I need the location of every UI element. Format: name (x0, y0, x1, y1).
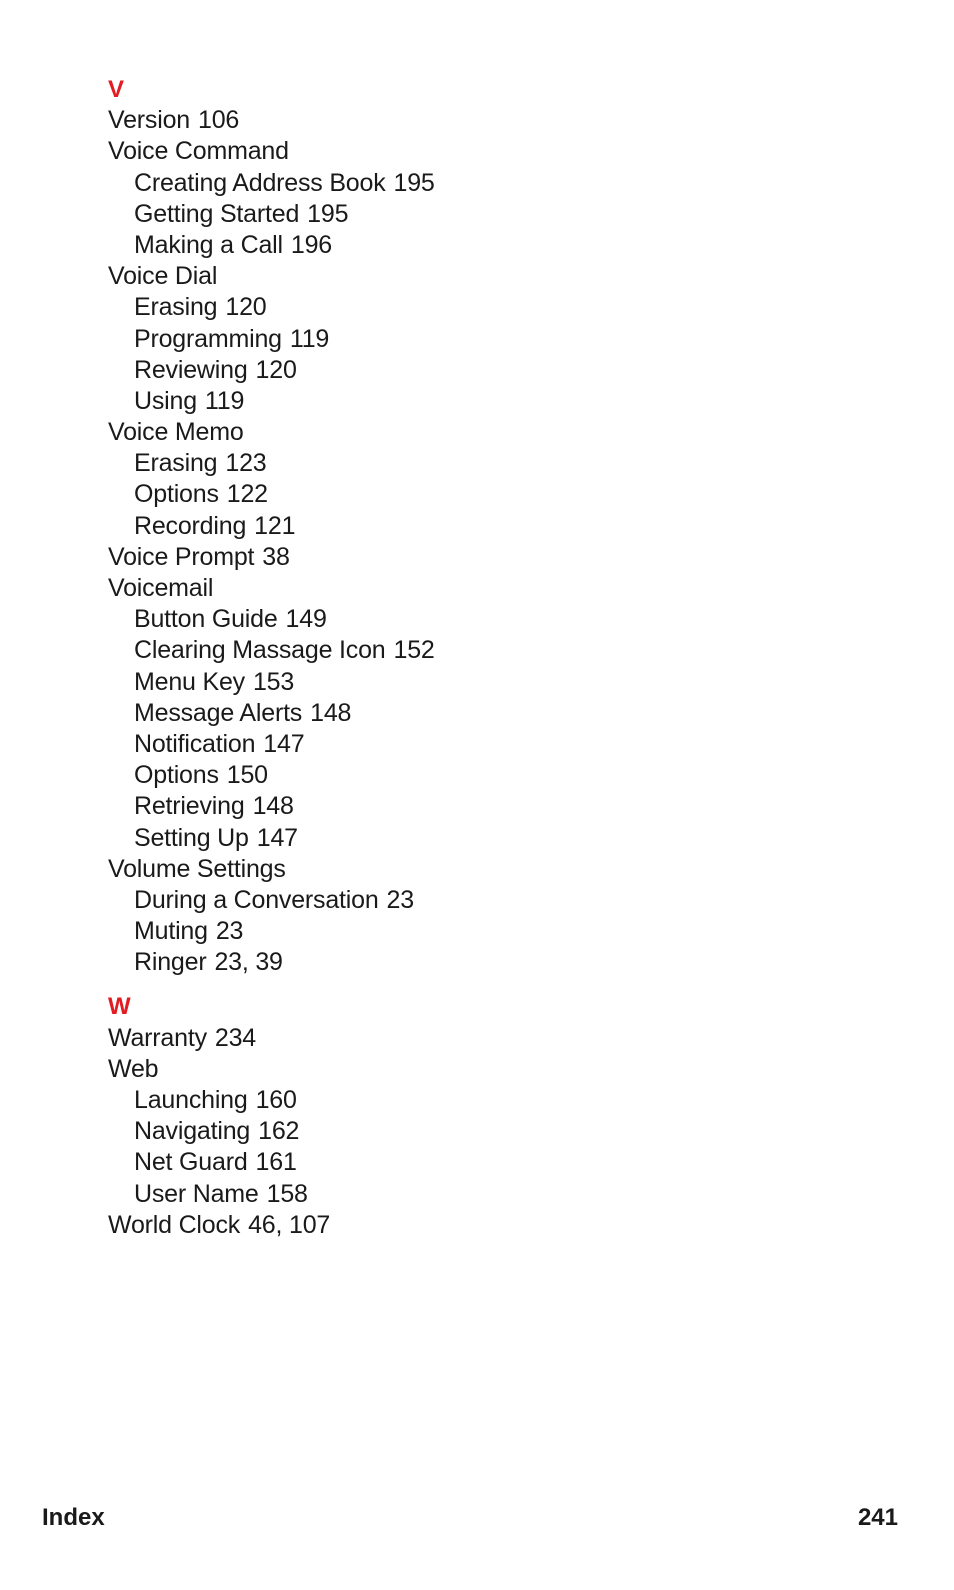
index-page-ref: 123 (225, 449, 267, 478)
index-subentry (108, 667, 908, 698)
index-subentry (108, 386, 908, 417)
index-term: Warranty (108, 1023, 207, 1052)
index-subentries (108, 604, 908, 854)
index-entry (108, 136, 908, 167)
index-page-ref: 161 (255, 1148, 297, 1177)
index-term: Voice Command (108, 137, 289, 166)
index-term: Notification (134, 729, 256, 758)
index-page-ref: 160 (255, 1086, 297, 1114)
index-section-w (108, 991, 908, 1241)
index-term: Voice Prompt (108, 542, 255, 571)
index-term: Launching (134, 1086, 248, 1114)
index-page-ref: 162 (258, 1117, 300, 1146)
index-subentry (108, 448, 908, 479)
index-term: Setting Up (134, 823, 249, 852)
index-subentry (108, 324, 908, 355)
index-page-ref: 152 (393, 636, 435, 665)
index-term: Menu Key (134, 667, 245, 696)
index-entry (108, 1023, 908, 1054)
page-footer (42, 1504, 898, 1536)
index-subentry (108, 947, 908, 978)
index-subentry (108, 885, 908, 916)
index-term: Net Guard (134, 1148, 248, 1177)
index-page-ref: 23, 39 (214, 948, 283, 977)
index-subentry (108, 230, 908, 261)
index-page-ref: 120 (225, 293, 267, 322)
index-entry (108, 542, 908, 573)
index-page-ref: 106 (198, 106, 240, 135)
index-page-ref: 23 (215, 917, 244, 946)
index-term: Ringer (134, 948, 207, 977)
footer-page-number: 241 (857, 1504, 898, 1531)
index-page-ref: 120 (255, 355, 297, 384)
index-term: Options (134, 480, 219, 509)
index-subentry (108, 1179, 908, 1210)
index-term: Version (108, 106, 190, 135)
index-subentry (108, 292, 908, 323)
index-section-v (108, 74, 908, 978)
index-term: Using (134, 386, 197, 415)
index-page-ref: 46, 107 (248, 1210, 331, 1239)
index-subentry (108, 511, 908, 542)
index-page-ref: 158 (266, 1179, 308, 1208)
index-page-ref: 196 (290, 230, 332, 259)
index-page-ref: 23 (386, 885, 414, 914)
index-subentry (108, 916, 908, 947)
index-subentries (108, 885, 908, 979)
index-term: Volume Settings (108, 854, 286, 883)
index-term: Message Alerts (134, 698, 303, 727)
section-letter: V (108, 76, 125, 103)
index-term: User Name (134, 1179, 259, 1208)
index-term: Web (108, 1054, 159, 1083)
index-subentry (108, 698, 908, 729)
index-term: World Clock (108, 1210, 241, 1239)
index-term: Voicemail (108, 574, 214, 602)
index-entry (108, 573, 908, 604)
index-entry (108, 105, 908, 136)
index-subentry (108, 1116, 908, 1147)
index-term: Clearing Massage Icon (134, 636, 386, 665)
index-page-ref: 121 (254, 511, 296, 540)
index-entry (108, 1054, 908, 1085)
index-page-ref: 153 (252, 667, 295, 696)
index-subentry (108, 635, 908, 666)
index-page-ref: 195 (393, 168, 435, 197)
index-subentries (108, 1085, 908, 1210)
index-term: Making a Call (134, 230, 283, 259)
index-subentry (108, 760, 908, 791)
index-subentry (108, 604, 908, 635)
index-subentry (108, 168, 908, 199)
section-letter: W (108, 993, 131, 1021)
index-subentry (108, 199, 908, 230)
index-list (108, 74, 908, 1241)
index-page-ref: 119 (204, 386, 245, 415)
index-term: Creating Address Book (134, 168, 386, 197)
index-subentry (108, 1147, 908, 1178)
index-term: Erasing (134, 293, 218, 322)
index-term: Navigating (134, 1117, 251, 1146)
index-page-ref: 234 (214, 1023, 257, 1052)
index-entry (108, 261, 908, 292)
index-subentries (108, 448, 908, 542)
index-subentry (108, 355, 908, 386)
index-term: Voice Dial (108, 262, 218, 291)
index-term: Muting (134, 917, 208, 946)
index-subentry (108, 791, 908, 822)
index-term: During a Conversation (134, 885, 379, 914)
index-page-ref: 149 (285, 605, 327, 634)
footer-section-title: Index (42, 1504, 105, 1531)
index-term: Getting Started (134, 199, 300, 228)
index-term: Voice Memo (108, 418, 244, 447)
index-page-ref: 148 (310, 698, 352, 727)
index-subentry (108, 729, 908, 760)
index-subentries (108, 168, 908, 262)
index-term: Reviewing (134, 355, 248, 384)
index-term: Button Guide (134, 605, 278, 634)
index-page-ref: 119 (289, 324, 330, 353)
index-page-ref: 122 (226, 480, 268, 509)
index-page-ref: 195 (307, 199, 349, 228)
index-entry (108, 1210, 908, 1241)
index-entry (108, 417, 908, 448)
index-term: Recording (134, 511, 247, 540)
index-term: Retrieving (134, 792, 245, 821)
index-term: Programming (134, 324, 282, 353)
index-page-ref: 148 (252, 792, 294, 821)
index-page-ref: 147 (263, 729, 305, 758)
index-subentries (108, 292, 908, 417)
index-subentry (108, 1085, 908, 1116)
index-entry (108, 854, 908, 885)
index-page-ref: 147 (256, 823, 298, 852)
index-term: Options (134, 761, 219, 790)
index-page-ref: 38 (262, 542, 290, 571)
index-page-ref: 150 (226, 761, 268, 790)
index-subentry (108, 479, 908, 510)
index-term: Erasing (134, 449, 218, 478)
index-subentry (108, 823, 908, 854)
